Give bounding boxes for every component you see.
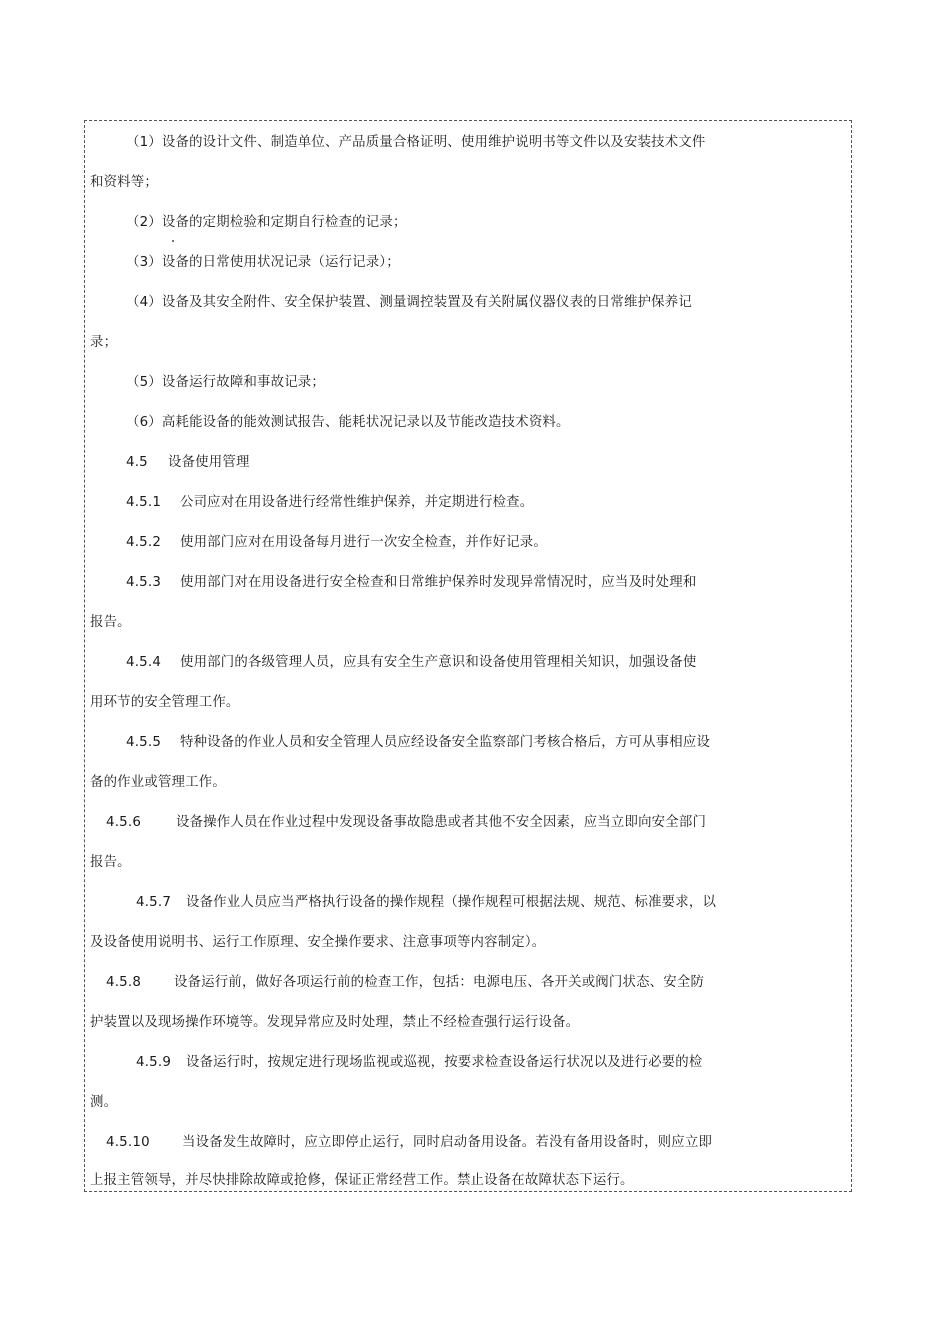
clause-4-5-5-continued: 备的作业或管理工作。 <box>90 775 226 790</box>
clause-number: 4.5.6 <box>106 815 142 830</box>
item-5: （5）设备运行故障和事故记录； <box>126 375 325 390</box>
clause-number: 4.5.3 <box>126 575 162 590</box>
item-6: （6）高耗能设备的能效测试报告、能耗状况记录以及节能改造技术资料。 <box>126 415 570 430</box>
clause-4-5-9 <box>136 1054 702 1072</box>
clause-text: 设备操作人员在作业过程中发现设备事故隐患或者其他不安全因素，应当立即向安全部门 <box>176 815 707 830</box>
clause-text: 当设备发生故障时，应立即停止运行，同时启动备用设备。若没有备用设备时，则应立即 <box>182 1135 713 1150</box>
clause-text: 公司应对在用设备进行经常性维护保养，并定期进行检查。 <box>180 495 534 510</box>
clause-number: 4.5.2 <box>126 535 162 550</box>
clause-text: 设备作业人员应当严格执行设备的操作规程（操作规程可根据法规、规范、标准要求，以 <box>186 895 717 910</box>
clause-4-5-2 <box>126 534 547 552</box>
clause-4-5-9-continued: 测。 <box>90 1095 118 1110</box>
clause-4-5-4 <box>126 654 696 672</box>
clause-4-5-10-continued: 上报主管领导，并尽快排除故障或抢修，保证正常经营工作。禁止设备在故障状态下运行。 <box>90 1173 634 1188</box>
clause-4-5-8-continued: 护装置以及现场操作环境等。发现异常应及时处理，禁止不经检查强行运行设备。 <box>90 1015 580 1030</box>
section-title: 设备使用管理 <box>168 455 250 470</box>
clause-4-5-5 <box>126 734 710 752</box>
clause-text: 设备运行时，按规定进行现场监视或巡视，按要求检查设备运行状况以及进行必要的检 <box>186 1055 703 1070</box>
clause-text: 设备运行前，做好各项运行前的检查工作，包括：电源电压、各开关或阀门状态、安全防 <box>174 975 705 990</box>
section-number: 4.5 <box>126 455 148 470</box>
clause-4-5-3 <box>126 574 696 592</box>
clause-4-5-7 <box>136 894 716 912</box>
clause-number: 4.5.4 <box>126 655 162 670</box>
item-4-line-1: （4）设备及其安全附件、安全保护装置、测量调控装置及有关附属仪器仪表的日常维护保养记 <box>126 295 692 310</box>
clause-4-5-4-continued: 用环节的安全管理工作。 <box>90 695 240 710</box>
clause-text: 使用部门应对在用设备每月进行一次安全检查，并作好记录。 <box>180 535 547 550</box>
clause-text: 使用部门对在用设备进行安全检查和日常维护保养时发现异常情况时，应当及时处理和 <box>180 575 697 590</box>
clause-4-5-10 <box>106 1134 712 1152</box>
clause-4-5-1 <box>126 494 533 512</box>
clause-4-5-6-continued: 报告。 <box>90 855 131 870</box>
clause-number: 4.5.1 <box>126 495 162 510</box>
stray-mark <box>172 240 174 242</box>
clause-4-5-7-continued: 及设备使用说明书、运行工作原理、安全操作要求、注意事项等内容制定）。 <box>90 935 546 950</box>
item-3: （3）设备的日常使用状况记录（运行记录）； <box>126 255 400 270</box>
clause-4-5-6 <box>106 814 706 832</box>
clause-4-5-3-continued: 报告。 <box>90 615 131 630</box>
item-4-line-2: 录； <box>90 335 118 350</box>
item-1-line-1: （1）设备的设计文件、制造单位、产品质量合格证明、使用维护说明书等文件以及安装技术文件 <box>126 135 706 150</box>
item-1-line-2: 和资料等； <box>90 175 158 190</box>
clause-4-5-8 <box>106 974 704 992</box>
clause-number: 4.5.10 <box>106 1135 150 1150</box>
item-2: （2）设备的定期检验和定期自行检查的记录； <box>126 215 407 230</box>
clause-number: 4.5.8 <box>106 975 142 990</box>
clause-text: 使用部门的各级管理人员，应具有安全生产意识和设备使用管理相关知识，加强设备使 <box>180 655 697 670</box>
section-4-5 <box>126 454 250 472</box>
clause-text: 特种设备的作业人员和安全管理人员应经设备安全监察部门考核合格后，方可从事相应设 <box>180 735 711 750</box>
clause-number: 4.5.7 <box>136 895 172 910</box>
clause-number: 4.5.5 <box>126 735 162 750</box>
clause-number: 4.5.9 <box>136 1055 172 1070</box>
